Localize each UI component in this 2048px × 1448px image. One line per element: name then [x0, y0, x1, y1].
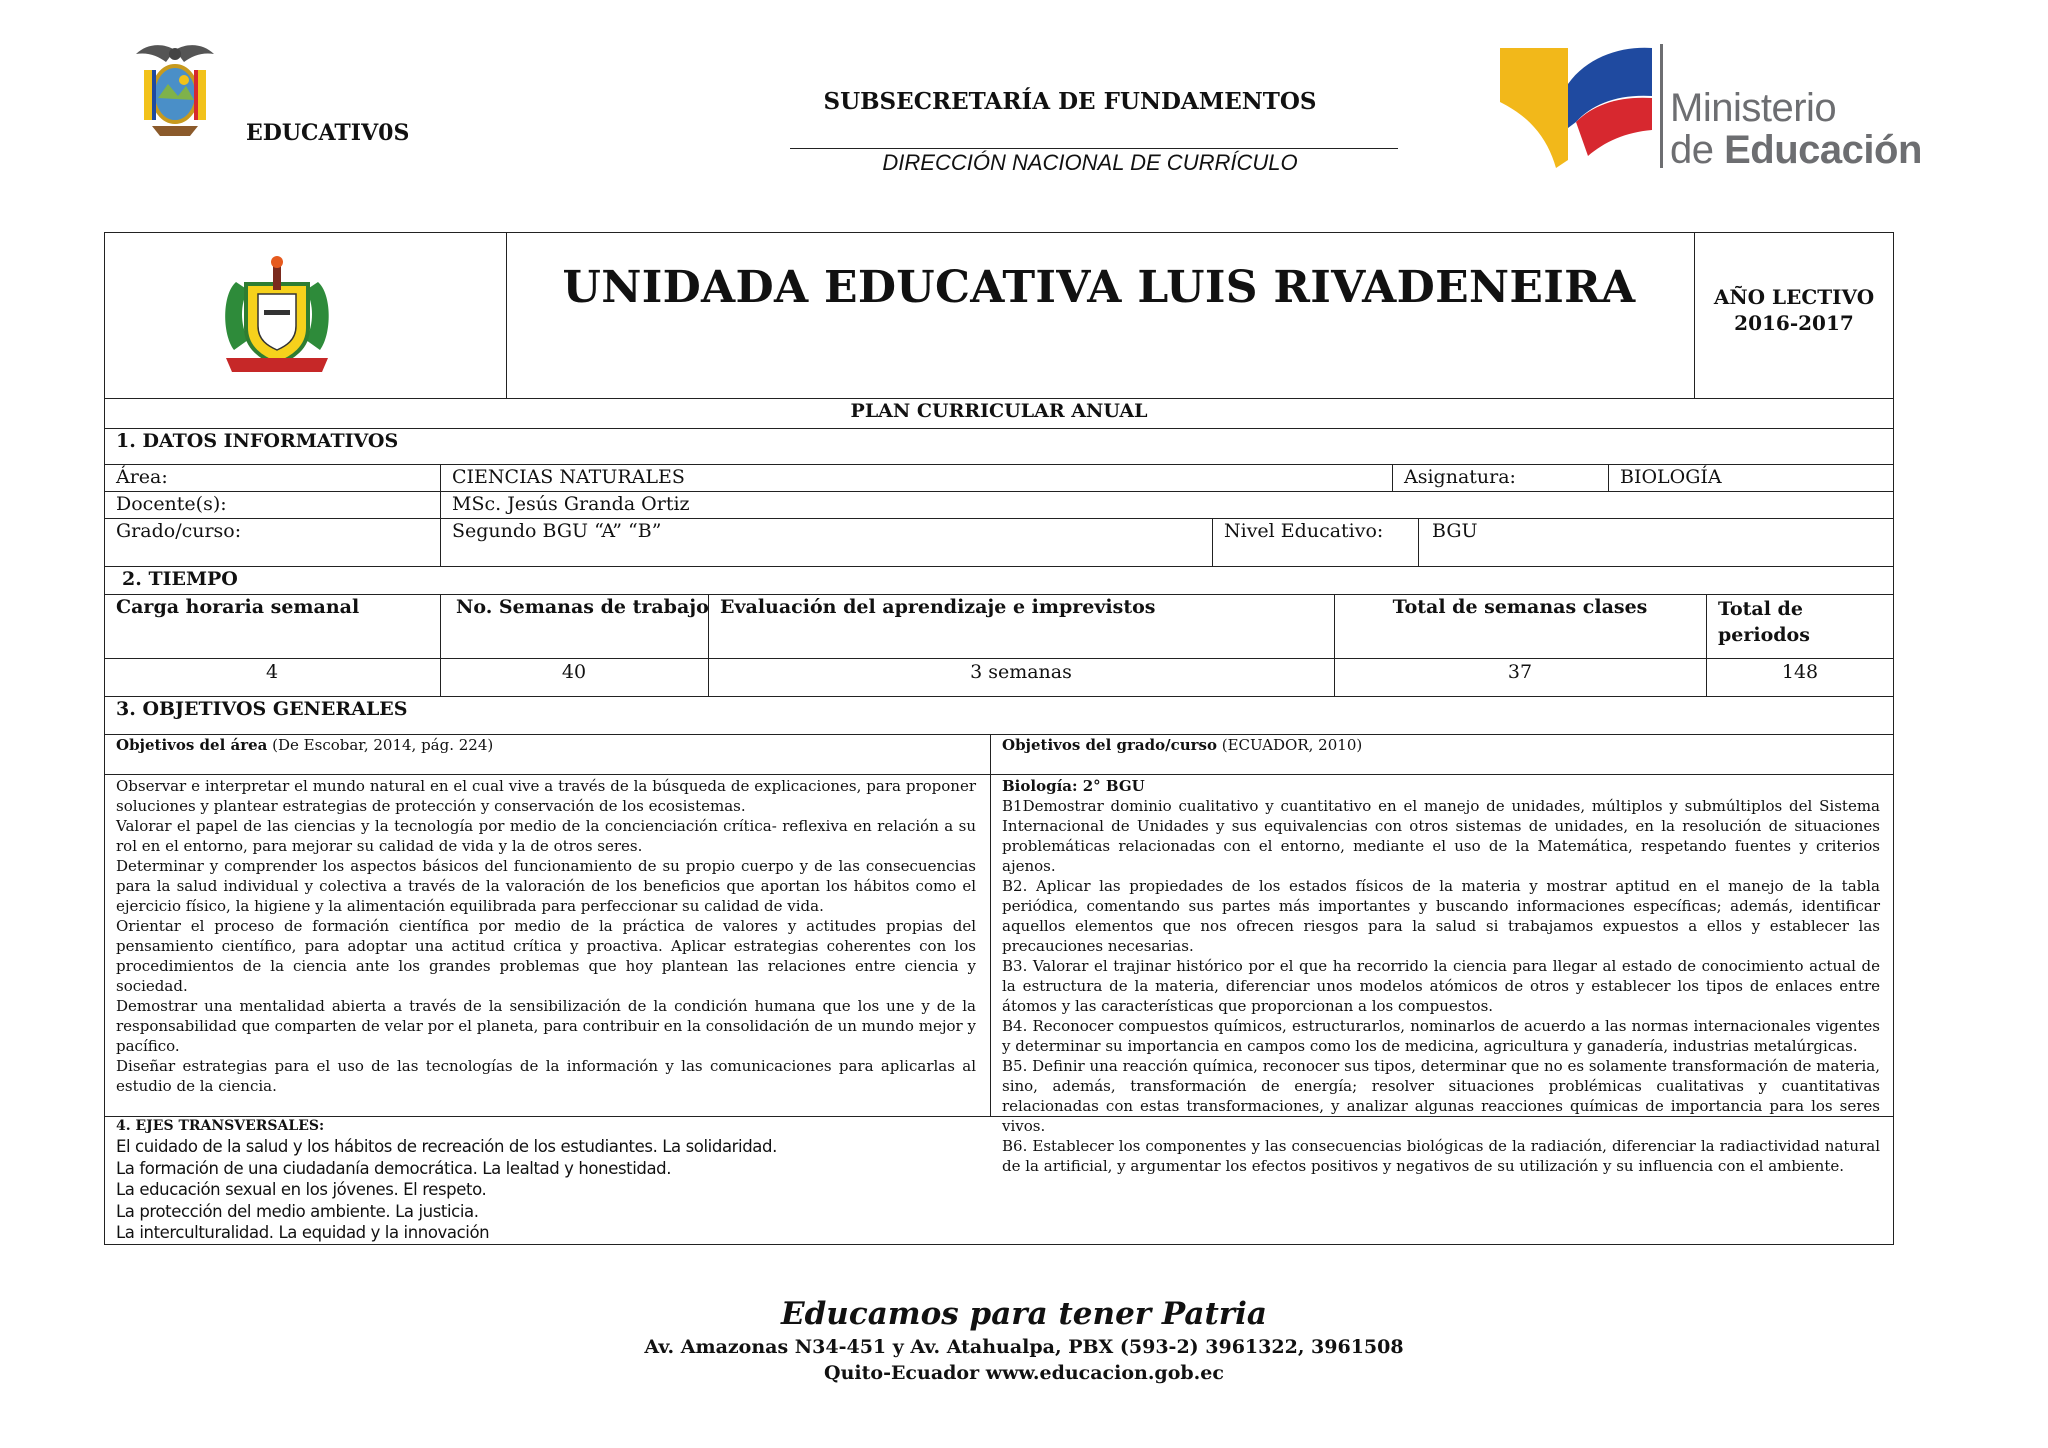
eje-item: La formación de una ciudadanía democrática. La lealtad y honestidad. [116, 1158, 672, 1178]
datos-heading: 1. DATOS INFORMATIVOS [116, 430, 399, 452]
ministerio-logo-icon [1496, 44, 1666, 172]
value-semanas-trabajo: 40 [561, 661, 587, 683]
eje-item: La protección del medio ambiente. La justicia. [116, 1201, 479, 1221]
value-total-periodos: 148 [1781, 661, 1819, 683]
plan-title: PLAN CURRICULAR ANUAL [850, 400, 1148, 422]
objetivo-grado-paragraph: B5. Definir una reacción química, reconocer sus tipos, determinar que no es solamente transformación de materia, sino, además, transformación de energía; resolver situaciones problémicas cualitativas y cuantitativas relacionadas con estas transformaciones, y analizar algunas reacciones químicas de importancia para los seres vivos. [1002, 1057, 1880, 1135]
objetivo-area-paragraph: Determinar y comprender los aspectos básicos del funcionamiento de su propio cuerpo y de las consecuencias para la salud individual y colectiva a través de la valoración de los beneficios que aportan los hábitos como el ejercicio físico, la higiene y la alimentación equilibrada para perfeccionar su calidad de vida. [116, 857, 976, 915]
objetivos-grado-header: Objetivos del grado/curso (ECUADOR, 2010) [1002, 736, 1363, 754]
objetivo-grado-paragraph: B4. Reconocer compuestos químicos, estructurarlos, nominarlos de acuerdo a las normas internacionales vigentes y determinar su importancia en campos como los de medicina, agricultura y ganadería, industrias metalúrgicas. [1002, 1017, 1880, 1055]
eje-item: El cuidado de la salud y los hábitos de recreación de los estudiantes. La solidaridad. [116, 1137, 777, 1156]
objetivo-grado-paragraph: B3. Valorar el trajinar histórico por el que ha recorrido la ciencia para llegar al estado de conocimiento actual de la estructura de la materia, diferenciar unos modelos atómicos de otros y establecer los tipos de enlaces entre átomos y las características que proporcionan a los compuestos. [1002, 957, 1880, 1015]
grado-value: Segundo BGU “A” “B” [452, 520, 662, 542]
objetivo-area-paragraph: Observar e interpretar el mundo natural en el cual vive a través de la búsqueda de explicaciones, para proponer soluciones y plantear estrategias de protección y conservación de los ecosistemas. [116, 777, 976, 815]
docente-value: MSc. Jesús Granda Ortiz [452, 493, 690, 515]
objetivo-grado-paragraph: B6. Establecer los componentes y las consecuencias biológicas de la radiación, diferenciar la radiactividad natural de la artificial, y argumentar los efectos positivos y negativos de su utilización y su influencia con el ambiente. [1002, 1137, 1880, 1175]
header-divider [790, 148, 1398, 149]
ejes-heading: 4. EJES TRANSVERSALES: [116, 1118, 325, 1134]
objetivos-area-header: Objetivos del área (De Escobar, 2014, pág. 224) [116, 736, 494, 754]
objetivo-grado-paragraph: B1Demostrar dominio cualitativo y cuantitativo en el manejo de unidades, múltiplos y submúltiplos del Sistema Internacional de Unidades y sus equivalencias con otros sistemas de unidades, en la resolución de situaciones problemáticas relacionadas con el entorno, mediante el uso de la Matemática, respetando fuentes y criterios ajenos. [1002, 797, 1880, 875]
header-subsecretaria: SUBSECRETARÍA DE FUNDAMENTOS [823, 88, 1317, 115]
col-carga-horaria: Carga horaria semanal [116, 596, 360, 618]
objetivo-area-paragraph: Demostrar una mentalidad abierta a través de la sensibilización de la condición humana que los une y de la responsabilidad que comparten de velar por el planeta, para contribuir en la consolidación de un mundo mejor y pacífico. [116, 997, 976, 1055]
value-carga-horaria: 4 [265, 661, 279, 683]
school-name: UNIDADA EDUCATIVA LUIS RIVADENEIRA [562, 262, 1636, 313]
tiempo-heading: 2. TIEMPO [122, 568, 238, 590]
col-semanas-trabajo: No. Semanas de trabajo [456, 596, 709, 618]
col-total-semanas: Total de semanas clases [1392, 596, 1648, 618]
nivel-value: BGU [1432, 520, 1478, 542]
footer-motto: Educamos para tener Patria [780, 1296, 1267, 1332]
footer-address: Av. Amazonas N34-451 y Av. Atahualpa, PBX (593-2) 3961322, 3961508 Quito-Ecuador www.educacion.gob.ec [644, 1336, 1404, 1384]
header-direccion: DIRECCIÓN NACIONAL DE CURRÍCULO [882, 150, 1298, 175]
objetivo-area-paragraph: Diseñar estrategias para el uso de las tecnologías de la información y las comunicaciones para aplicarlas al estudio de la ciencia. [116, 1057, 976, 1095]
value-total-semanas: 37 [1507, 661, 1533, 683]
ejes-list [116, 1136, 777, 1244]
eje-item: La interculturalidad. La equidad y la innovación [116, 1223, 490, 1242]
asignatura-label: Asignatura: [1404, 466, 1516, 488]
eje-item: La educación sexual en los jóvenes. El respeto. [116, 1180, 487, 1199]
objetivo-grado-subheading: Biología: 2° BGU [1002, 777, 1145, 795]
value-evaluacion: 3 semanas [970, 661, 1072, 683]
nivel-label: Nivel Educativo: [1224, 520, 1384, 542]
ministerio-text-line1: Ministerio [1670, 86, 1837, 130]
objetivo-area-paragraph: Valorar el papel de las ciencias y la tecnología por medio de la concienciación crítica- reflexiva en relación a su rol en el entorno, para mejorar su calidad de vida y la de otros seres. [116, 817, 976, 855]
asignatura-value: BIOLOGÍA [1620, 466, 1722, 488]
objetivos-heading: 3. OBJETIVOS GENERALES [116, 698, 408, 720]
docente-label: Docente(s): [116, 493, 227, 515]
area-label: Área: [116, 466, 168, 488]
col-evaluacion: Evaluación del aprendizaje e imprevistos [720, 596, 1156, 618]
objetivo-grado-paragraph: B2. Aplicar las propiedades de los estados físicos de la materia y mostrar aptitud en el manejo de la tabla periódica, comentando sus partes más importantes y buscando informaciones específicas; además, identificar aquellos elementos que nos ofrecen riesgos para la salud si trabajamos expuestos a ellos y establecer las precauciones necesarias. [1002, 877, 1880, 955]
objetivos-area-text [116, 776, 976, 1096]
header-educativos: EDUCATIV0S [246, 120, 410, 146]
school-year: AÑO LECTIVO 2016-2017 [1713, 285, 1875, 335]
ministerio-text-line2: de Educación [1670, 128, 1922, 172]
ecuador-coat-of-arms-icon [132, 40, 218, 144]
school-crest-icon [218, 254, 336, 380]
area-value: CIENCIAS NATURALES [452, 466, 685, 488]
objetivo-area-paragraph: Orientar el proceso de formación científica por medio de la práctica de valores y actitudes propias del pensamiento científico, para adoptar una actitud crítica y proactiva. Aplicar estrategias coherentes con los procedimientos de la ciencia ante los grandes problemas que hoy plantean las relaciones entre ciencia y sociedad. [116, 917, 976, 995]
col-total-periodos: Total de periodos [1718, 598, 1810, 646]
grado-label: Grado/curso: [116, 520, 242, 542]
